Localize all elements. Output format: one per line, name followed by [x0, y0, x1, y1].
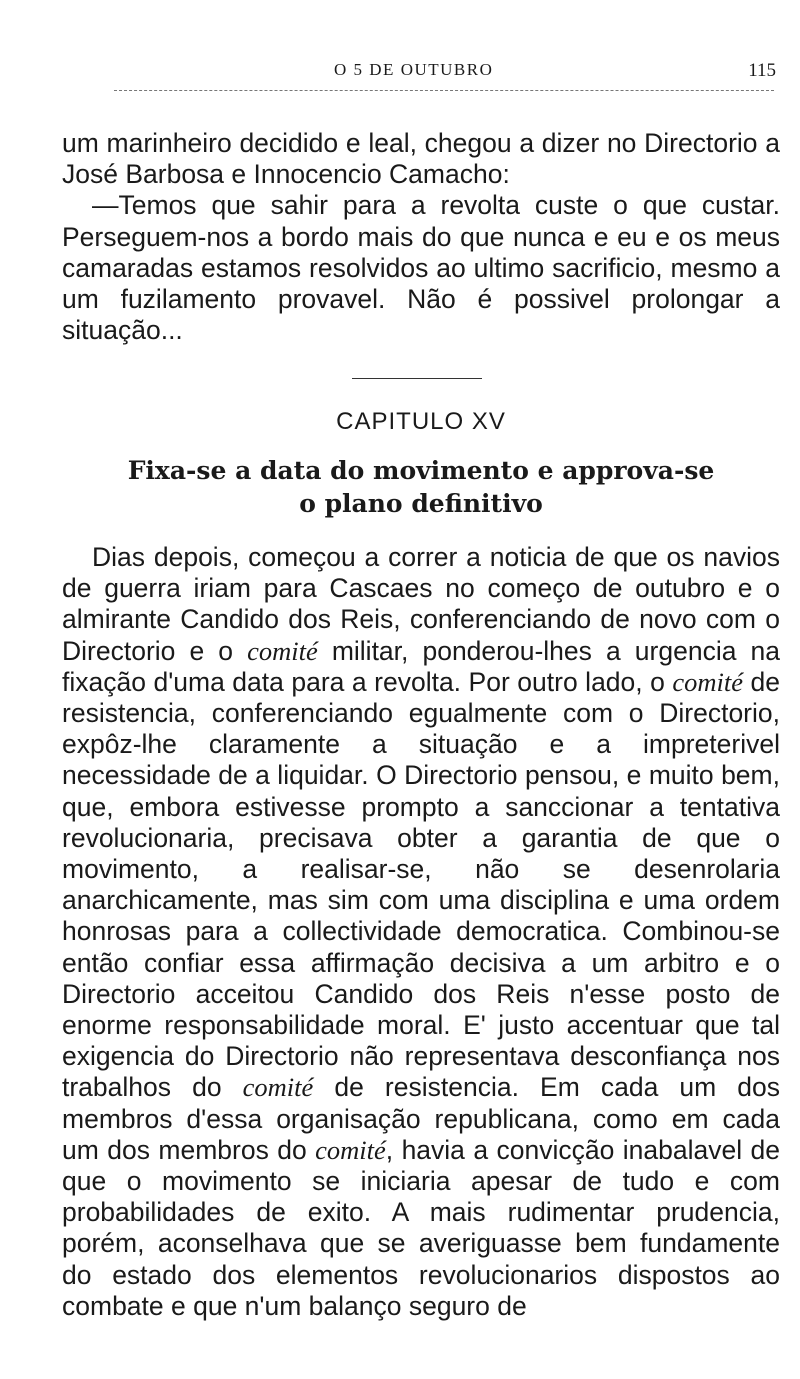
italic-term: comité [315, 1134, 386, 1165]
intro-text [62, 128, 780, 346]
book-page [62, 0, 780, 1379]
chapter-label: CAPITULO XV [336, 408, 506, 435]
italic-term: comité [672, 666, 744, 697]
running-title: O 5 DE OUTUBRO [334, 60, 494, 79]
chapter-title-line-2: o plano definitivo [299, 489, 543, 518]
body-text-segment: militar, ponderou-lhes a urgencia na fixação d'uma data para a revolta. Por outro lado, o [62, 635, 781, 697]
running-head [62, 60, 780, 84]
body-text-segment: de resistencia. Em cada um dos membros d'essa organisação republicana, como em cada um dos membros do [62, 1072, 781, 1165]
intro-paragraph: um marinheiro decidido e leal, chegou a dizer no Directorio a José Barbosa e Innocencio Camacho: [62, 128, 780, 190]
dialogue-paragraph: —Temos que sahir para a revolta custe o que custar. Perseguem-nos a bordo mais do que nunca e eu e os meus camaradas estamos resolvidos ao ultimo sacrificio, mesmo a um fuzilamento provavel. Não é possivel prolongar a situação... [62, 190, 780, 346]
italic-term: comité [247, 635, 318, 666]
italic-term: comité [242, 1072, 314, 1103]
body-text-segment: de resistencia, conferenciando egualmente com o Directorio, expôz-lhe claramente a situação e a impreterivel necessidade de a liquidar. O Directorio pensou, e muito bem, que, embora estivesse prompto a sanccionar a tentativa revolucionaria, precisava obter a garantia de que o movimento, a realisar-se, não se desenrolaria anarchicamente, mas sim com uma disciplina e uma ordem honrosas para a collectividade democratica. Combinou-se então confiar essa affirmação decisiva a um arbitro e o Directorio acceitou Candido dos Reis n'esse posto de enorme responsabilidade moral. E' justo accentuar que tal exigencia do Directorio não representava desconfiança nos trabalhos do [62, 666, 780, 1103]
body-text-segment: Dias depois, começou a correr a noticia de que os navios de guerra iriam para Cascaes no começo de outubro e o almirante Candido dos Reis, conferenciando de novo com o Directorio e o [62, 542, 780, 666]
section-divider [352, 378, 482, 379]
body-text-segment: , havia a convicção inabalavel de que o movimento se iniciaria apesar de tudo e com probabilidades de exito. A mais rudimentar prudencia, porém, aconselhava que se averiguasse bem fundamente do estado dos elementos revolucionarios dispostos ao combate e que n'um balanço seguro de [62, 1134, 780, 1321]
page-number: 115 [748, 60, 776, 81]
chapter-title [62, 454, 780, 520]
body-paragraph [62, 542, 780, 1322]
header-rule [114, 90, 774, 91]
chapter-title-line-1: Fixa-se a data do movimento e approva-se [127, 456, 715, 485]
